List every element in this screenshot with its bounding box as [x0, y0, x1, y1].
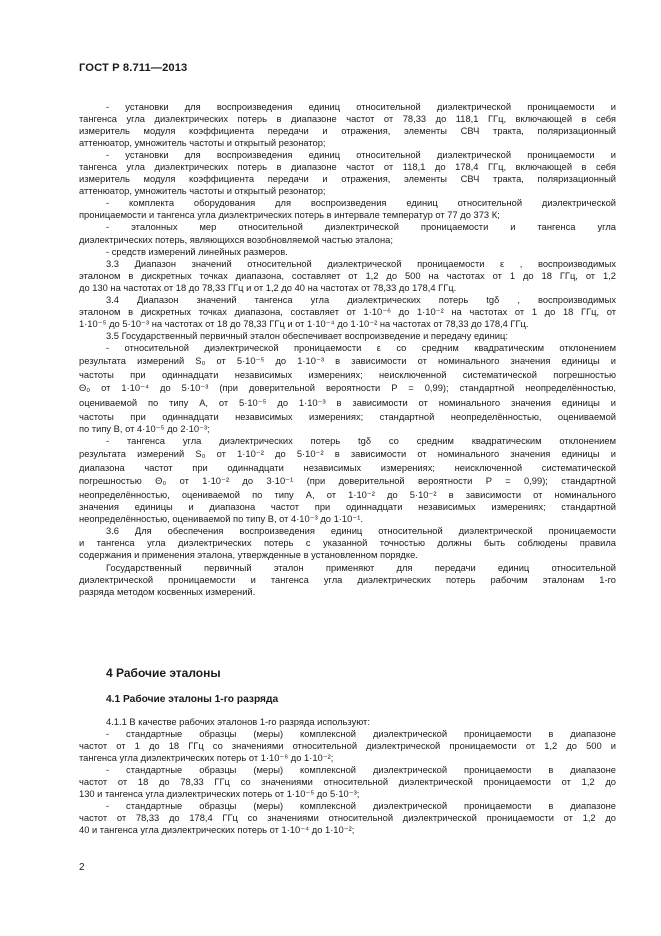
text-line: 3.6 Для обеспечения воспроизведения единиц относительной диэлектрической проницаемости	[106, 526, 616, 537]
text-line: частоты при одиннадцати независимых измерениях; неисключенной систематической погрешностью	[79, 369, 616, 380]
paragraph-p3	[79, 197, 616, 221]
document-header: ГОСТ Р 8.711—2013	[79, 62, 188, 74]
text-line: - установки для воспроизведения единиц относительной диэлектрической проницаемости и	[106, 150, 616, 161]
paragraph-p5	[79, 246, 616, 258]
text-line: аттенюатор, умножитель частоты и открытый резонатор;	[79, 186, 326, 197]
paragraph-p7	[79, 294, 616, 330]
text-line: диэлектрической проницаемости и тангенса угла диэлектрических потерь рабочим эталонам 1-го	[79, 574, 616, 585]
text-line: Θ₀ от 1·10⁻⁴ до 5·10⁻³ (при доверительной вероятности P = 0,99); стандартной неопределённостью,	[79, 383, 616, 394]
text-line: - относительной диэлектрической проницаемости ε со средним квадратическим отклонением	[106, 342, 616, 353]
text-line: 3.3 Диапазон значений относительной диэлектрической проницаемости ε , воспроизводимых	[106, 258, 616, 269]
text-line: до 130 на частотах от 18 до 78,33 ГГц и от 1,2 до 40 на частотах от 78,33 до 178,4 ГГц.	[79, 282, 457, 293]
paragraph-q1	[79, 716, 616, 728]
text-line: содержания и применения эталона, утвержденные в установленном порядке.	[79, 550, 418, 561]
text-line: 1·10⁻⁵ до 5·10⁻³ на частотах от 18 до 78,33 ГГц и от 1·10⁻⁴ до 1·10⁻² на частотах от 78,33 до 178,4 ГГц.	[79, 318, 529, 329]
section-4-body	[79, 716, 616, 836]
text-line: эталоном в дискретных точках диапазона, составляет от 1,2 до 500 на частотах от 1 до 18 ГГц, от 1,2	[79, 270, 616, 281]
text-line: измеритель модуля коэффициента передачи и отражения, элементы СВЧ тракта, поляризационный	[79, 126, 616, 137]
paragraph-p6	[79, 258, 616, 294]
text-line: разряда методом косвенных измерений.	[79, 586, 256, 597]
text-line: неопределённостью, оцениваемой по типу А, от 1·10⁻² до 5·10⁻² в зависимости от номинального	[79, 490, 616, 501]
section-4-1-heading: 4.1 Рабочие эталоны 1-го разряда	[106, 694, 279, 705]
text-line: - тангенса угла диэлектрических потерь tgδ со средним квадратическим отклонением	[106, 436, 616, 447]
text-line: измеритель модуля коэффициента передачи и отражения, элементы СВЧ тракта, поляризационный	[79, 174, 616, 185]
text-line: - установки для воспроизведения единиц относительной диэлектрической проницаемости и	[106, 102, 616, 112]
paragraph-q2	[79, 728, 616, 764]
paragraph-p1	[79, 101, 616, 149]
paragraph-p2	[79, 149, 616, 197]
text-line: тангенса угла диэлектрических потерь в диапазоне частот от 78,33 до 118,1 ГГц, включающей в себя	[79, 114, 616, 125]
page-number: 2	[79, 862, 85, 873]
text-line: частоты при одиннадцати независимых измерениях; стандартной неопределённостью, оцениваемой	[79, 412, 616, 423]
text-line: - средств измерений линейных размеров.	[106, 246, 288, 257]
text-line: частот от 18 до 78,33 ГГц со значениями относительной диэлектрической проницаемости от 1,2 до	[79, 777, 616, 788]
paragraph-p4	[79, 221, 616, 245]
text-line: по типу В, от 4·10⁻⁵ до 2·10⁻³;	[79, 424, 210, 435]
text-line: неопределённостью, оцениваемой по типу В, от 4·10⁻³ до 1·10⁻¹.	[79, 514, 363, 525]
paragraph-p10	[79, 435, 616, 525]
text-line: 130 и тангенса угла диэлектрических потерь от 1·10⁻⁵ до 5·10⁻³;	[79, 789, 360, 800]
text-line: 4.1.1 В качестве рабочих эталонов 1-го разряда используют:	[106, 717, 370, 727]
text-line: и тангенса угла диэлектрических потерь с указанной точностью должны быть соблюдены правила	[79, 538, 616, 549]
text-line: оцениваемой по типу А, от 5·10⁻⁵ до 1·10⁻³ в зависимости от номинального значения единицы и	[79, 398, 616, 409]
text-line: тангенса угла диэлектрических потерь от 1·10⁻⁶ до 1·10⁻²;	[79, 753, 334, 764]
text-line: эталоном в дискретных точках диапазона, составляет от 1·10⁻⁶ до 1·10⁻² на частотах от 1 до 18 ГГц, от	[79, 306, 616, 317]
paragraph-p11	[79, 525, 616, 561]
text-line: значения единицы и диапазона частот при одиннадцати независимых измерениях; стандартной	[79, 502, 616, 513]
text-line: результата измерений S₀ от 5·10⁻⁵ до 1·10⁻³ в зависимости от номинального значения единицы и	[79, 355, 616, 366]
paragraph-p9	[79, 342, 616, 435]
paragraph-q3	[79, 764, 616, 800]
text-line: погрешностью Θ₀ от 1·10⁻² до 3·10⁻¹ (при доверительной вероятности P = 0,99); стандартной	[79, 476, 616, 487]
text-line: - стандартные образцы (меры) комплексной диэлектрической проницаемости в диапазоне	[106, 729, 616, 740]
text-line: 3.5 Государственный первичный эталон обеспечивает воспроизведение и передачу единиц:	[106, 330, 508, 341]
text-line: - стандартные образцы (меры) комплексной диэлектрической проницаемости в диапазоне	[106, 801, 616, 812]
text-line: 3.4 Диапазон значений тангенса угла диэлектрических потерь tgδ , воспроизводимых	[106, 294, 616, 305]
paragraph-p8	[79, 330, 616, 342]
text-line: Государственный первичный эталон применяют для передачи единиц относительной	[106, 562, 616, 573]
text-line: частот от 1 до 18 ГГц со значениями относительной диэлектрической проницаемости от 1,2 до 500 и	[79, 741, 616, 752]
text-line: - комплекта оборудования для воспроизведения единиц относительной диэлектрической	[106, 198, 616, 209]
paragraph-p12	[79, 562, 616, 598]
text-line: 40 и тангенса угла диэлектрических потерь от 1·10⁻⁴ до 1·10⁻²;	[79, 825, 355, 836]
text-line: проницаемости и тангенса угла диэлектрических потерь в интервале температур от 77 до 373 К;	[79, 210, 500, 221]
text-line: результата измерений S₀ от 1·10⁻² до 5·10⁻² в зависимости от номинального значения единицы и	[79, 449, 616, 460]
text-line: частот от 78,33 до 178,4 ГГц со значениями относительной диэлектрической проницаемости от 1,2 до	[79, 813, 616, 824]
text-line: аттенюатор, умножитель частоты и открытый резонатор;	[79, 138, 326, 149]
text-line: диэлектрических потерь, являющихся возобновляемой частью эталона;	[79, 234, 393, 245]
text-line: - эталонных мер относительной диэлектрической проницаемости и тангенса угла	[106, 222, 616, 233]
document-body	[79, 101, 616, 598]
paragraph-q4	[79, 800, 616, 836]
text-line: - стандартные образцы (меры) комплексной диэлектрической проницаемости в диапазоне	[106, 765, 616, 776]
text-line: тангенса угла диэлектрических потерь в диапазоне частот от 118,1 до 178,4 ГГц, включающей в себя	[79, 162, 616, 173]
section-4-heading: 4 Рабочие эталоны	[106, 666, 221, 680]
text-line: диапазона частот при одиннадцати независимых измерениях; неисключенной систематической	[79, 463, 616, 474]
